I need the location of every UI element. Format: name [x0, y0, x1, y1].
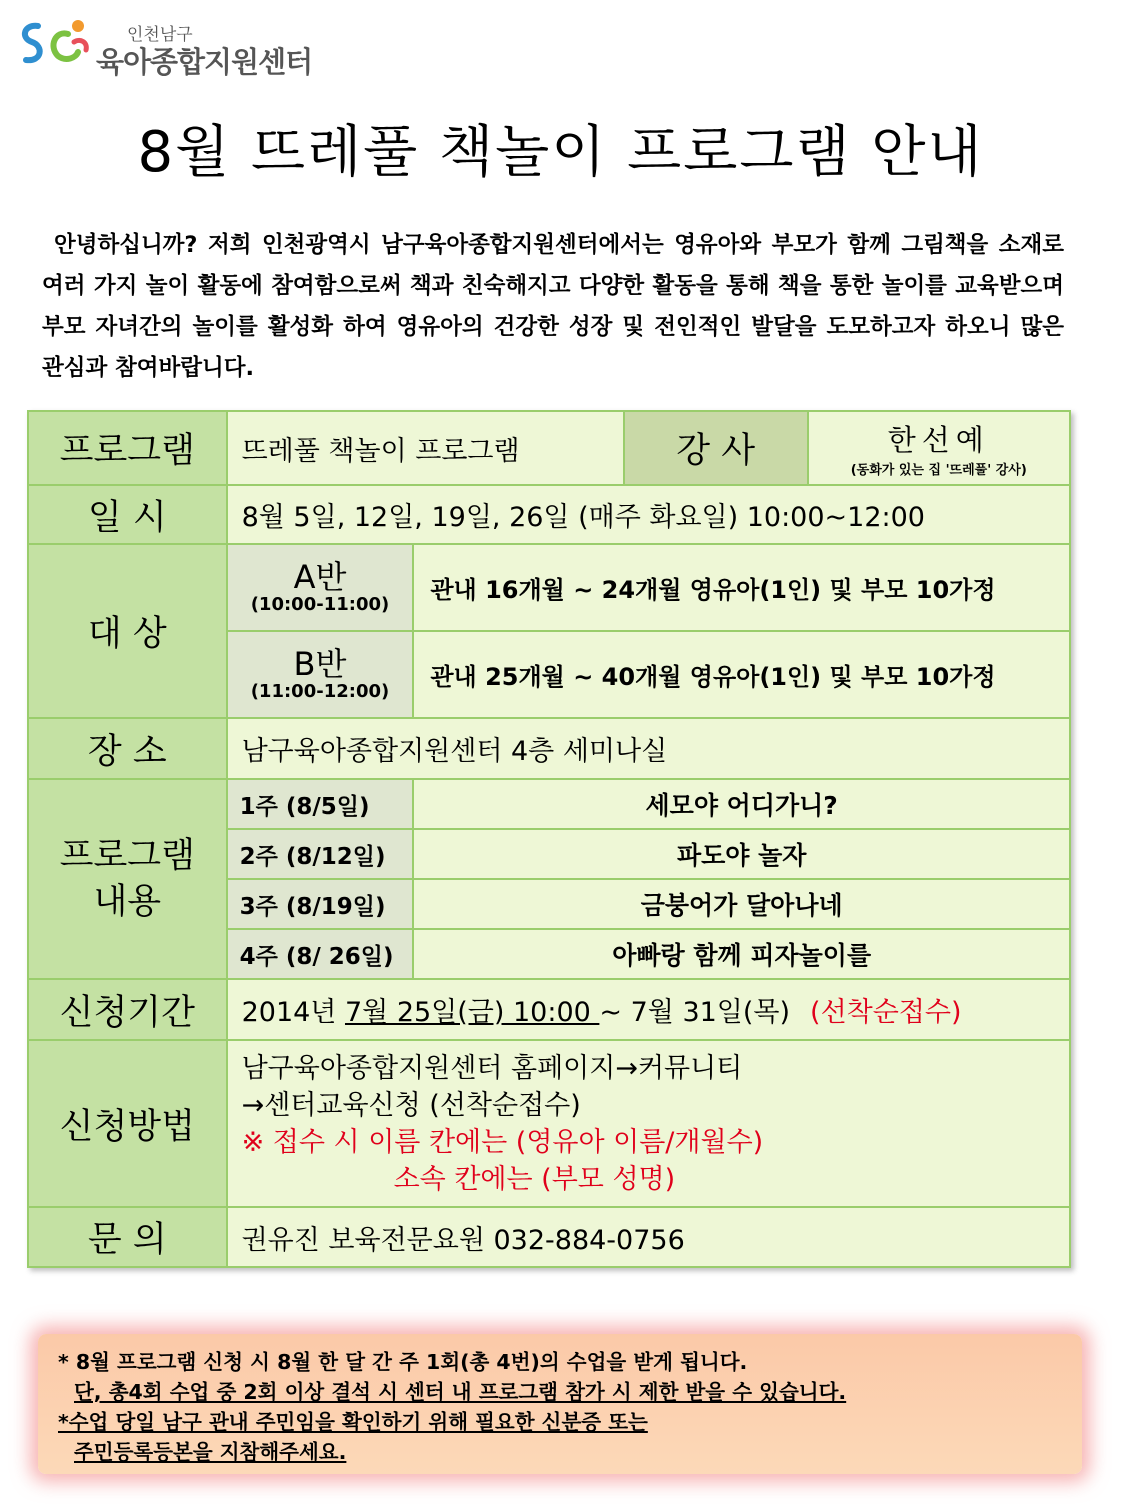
program-info-table — [27, 410, 1071, 1268]
content-label-line1: 프로그램 — [59, 836, 195, 876]
period-label: 신청기간 — [28, 979, 227, 1040]
logo-mark-icon — [16, 12, 106, 72]
place-value: 남구육아종합지원센터 4층 세미나실 — [227, 718, 1070, 779]
period-note: (선착순접수) — [810, 997, 962, 1028]
period-rest: ~ 7월 31일(목) — [599, 997, 791, 1028]
datetime-value: 8월 5일, 12일, 19일, 26일 (매주 화요일) 10:00~12:00 — [227, 485, 1070, 544]
lecturer-note: (동화가 있는 집 '뜨레풀' 강사) — [850, 463, 1027, 478]
week-1-topic: 세모야 어디가니? — [413, 779, 1070, 829]
week-4-topic: 아빠랑 함께 피자놀이를 — [413, 929, 1070, 979]
method-line4: 소속 칸에는 (부모 성명) — [393, 1163, 676, 1195]
program-row — [28, 411, 1070, 485]
content-label — [28, 779, 227, 979]
class-a-desc: 관내 16개월 ~ 24개월 영유아(1인) 및 부모 10가정 — [413, 544, 1070, 631]
method-line2: →센터교육신청 (선착순접수) — [241, 1089, 581, 1121]
week-4-label: 4주 (8/ 26일) — [227, 929, 414, 979]
week-3-label: 3주 (8/19일) — [227, 879, 414, 929]
period-start: 7월 25일(금) 10:00 — [344, 997, 600, 1028]
class-a-cell — [227, 544, 414, 631]
datetime-row — [28, 485, 1070, 544]
datetime-label: 일 시 — [28, 485, 227, 544]
lecturer-name: 한선예 — [887, 423, 990, 457]
content-label-line2: 내용 — [93, 882, 162, 922]
page-title: 8월 뜨레풀 책놀이 프로그램 안내 — [137, 120, 984, 185]
program-value: 뜨레풀 책놀이 프로그램 — [227, 411, 624, 485]
week-3-topic: 금붕어가 달아나네 — [413, 879, 1070, 929]
week-row — [28, 779, 1070, 829]
class-b-time: (11:00-12:00) — [250, 681, 390, 702]
period-row — [28, 979, 1070, 1040]
week-2-label: 2주 (8/12일) — [227, 829, 414, 879]
lecturer-cell — [808, 411, 1071, 485]
notice-line3: *수업 당일 남구 관내 주민임을 확인하기 위해 필요한 신분증 또는 — [58, 1410, 648, 1434]
place-label: 장 소 — [28, 718, 227, 779]
class-a-name: A반 — [293, 558, 347, 596]
intro-paragraph: 안녕하십니까? 저희 인천광역시 남구육아종합지원센터에서는 영유아와 부모가 함께 그림책을 소재로 여러 가지 놀이 활동에 참여함으로써 책과 친숙해지고 다양한 활동을 통해 책을 통한 놀이를 교육받으며 부모 자녀간의 놀이를 활성화 하여 영유아의 건강한 성장 및 전인적인 발달을 도모하고자 하오니 많은 관심과 참여바랍니다. — [42, 232, 1064, 381]
method-line1: 남구육아종합지원센터 홈페이지→커뮤니티 — [241, 1052, 743, 1084]
notice-line4: 주민등록등본을 지참해주세요. — [74, 1440, 347, 1464]
logo-big-text: 육아종합지원센터 — [96, 45, 313, 79]
notice-box — [38, 1334, 1082, 1474]
class-a-time: (10:00-11:00) — [250, 594, 390, 615]
period-value — [227, 979, 1070, 1040]
method-value — [227, 1040, 1070, 1207]
notice-line1: * 8월 프로그램 신청 시 8월 한 달 간 주 1회(총 4번)의 수업을 받게 됩니다. — [58, 1350, 748, 1374]
target-label: 대 상 — [28, 544, 227, 718]
class-b-cell — [227, 631, 414, 718]
target-row-a — [28, 544, 1070, 631]
week-1-label: 1주 (8/5일) — [227, 779, 414, 829]
lecturer-label: 강 사 — [624, 411, 808, 485]
week-2-topic: 파도야 놀자 — [413, 829, 1070, 879]
place-row — [28, 718, 1070, 779]
contact-value: 권유진 보육전문요원 032-884-0756 — [227, 1207, 1070, 1267]
logo-small-text: 인천남구 — [127, 25, 193, 45]
method-line3: ※ 접수 시 이름 칸에는 (영유아 이름/개월수) — [241, 1126, 764, 1158]
class-b-name: B반 — [293, 645, 347, 683]
notice-line2: 단, 총4회 수업 중 2회 이상 결석 시 센터 내 프로그램 참가 시 제한 받을 수 있습니다. — [74, 1380, 847, 1404]
contact-row — [28, 1207, 1070, 1267]
contact-label: 문 의 — [28, 1207, 227, 1267]
program-label: 프로그램 — [28, 411, 227, 485]
period-prefix: 2014년 — [241, 997, 345, 1028]
class-b-desc: 관내 25개월 ~ 40개월 영유아(1인) 및 부모 10가정 — [413, 631, 1070, 718]
center-logo — [16, 12, 336, 79]
method-row — [28, 1040, 1070, 1207]
method-label: 신청방법 — [28, 1040, 227, 1207]
